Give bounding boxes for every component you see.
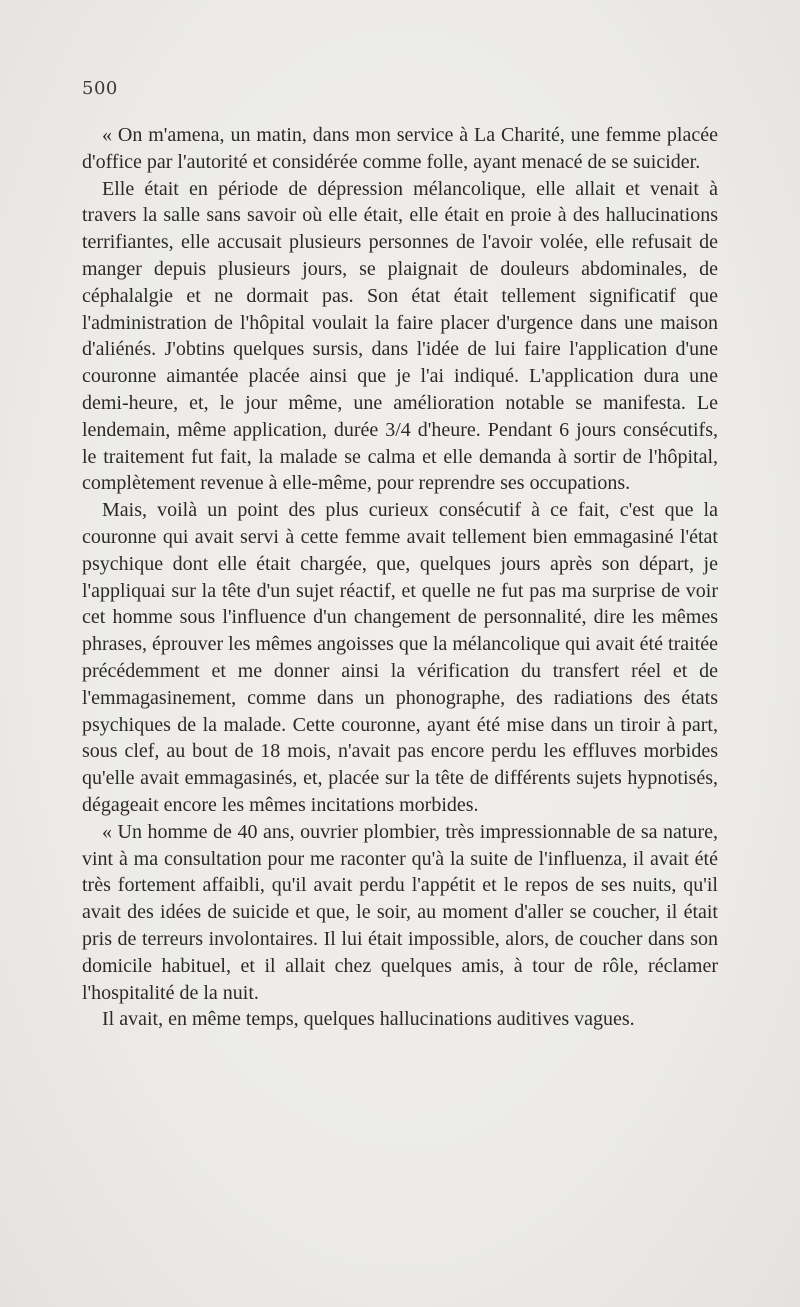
paragraph-4: « Un homme de 40 ans, ouvrier plombier, très impressionnable de sa nature, vint à ma consultation pour me raconter qu'à la suite de l'influenza, il avait été très fortement affaibli, qu'il avait perdu l'appétit et le repos de ses nuits, qu'il avait des idées de suicide et que, le soir, au moment d'aller se coucher, il était pris de terreurs involontaires. Il lui était impossible, alors, de coucher dans son domicile habituel, et il allait chez quelques amis, à tour de rôle, réclamer l'hospitalité de la nuit. [82,820,718,1004]
paragraph-2: Elle était en période de dépression mélancolique, elle allait et venait à travers la salle sans savoir où elle était, elle était en proie à des hallucinations terrifiantes, elle accusait plusieurs personnes de l'avoir volée, elle refusait de manger depuis plusieurs jours, se plaignait de douleurs abdominales, de céphalalgie et ne dormait pas. Son état était tellement significatif que l'administration de l'hôpital voulait la faire placer d'urgence dans une maison d'aliénés. J'obtins quelques sursis, dans l'idée de lui faire l'application d'une couronne aimantée placée ainsi que je l'ai indiqué. L'application dura une demi-heure, et, le jour même, une amélioration notable se manifesta. Le lendemain, même application, durée 3/4 d'heure. Pendant 6 jours consécutifs, le traitement fut fait, la malade se calma et elle demanda à sortir de l'hôpital, complètement revenue à elle-même, pour reprendre ses occupations. [82,177,718,495]
paragraph-3: Mais, voilà un point des plus curieux consécutif à ce fait, c'est que la couronne qui avait servi à cette femme avait tellement bien emmagasiné l'état psychique dont elle était chargée, que, quelques jours après son départ, je l'appliquai sur la tête d'un sujet réactif, et quelle ne fut pas ma surprise de voir cet homme sous l'influence d'un changement de personnalité, dire les mêmes phrases, éprouver les mêmes angoisses que la mélancolique qui avait été traitée précédemment et me donner ainsi la vérification du transfert réel et de l'emmagasinement, comme dans un phonographe, des radiations des états psychiques de la malade. Cette couronne, ayant été mise dans un tiroir à part, sous clef, au bout de 18 mois, n'avait pas encore perdu les effluves morbides qu'elle avait emmagasinés, et, placée sur la tête de différents sujets hypnotisés, dégageait encore les mêmes incitations morbides. [82,499,718,816]
page-number: 500 [82,78,118,99]
paragraph-5: Il avait, en même temps, quelques hallucinations auditives vagues. [102,1008,635,1031]
paragraph-1: « On m'amena, un matin, dans mon service à La Charité, une femme placée d'office par l'autorité et considérée comme folle, ayant menacé de se suicider. [82,124,718,173]
body-text [82,122,718,1033]
